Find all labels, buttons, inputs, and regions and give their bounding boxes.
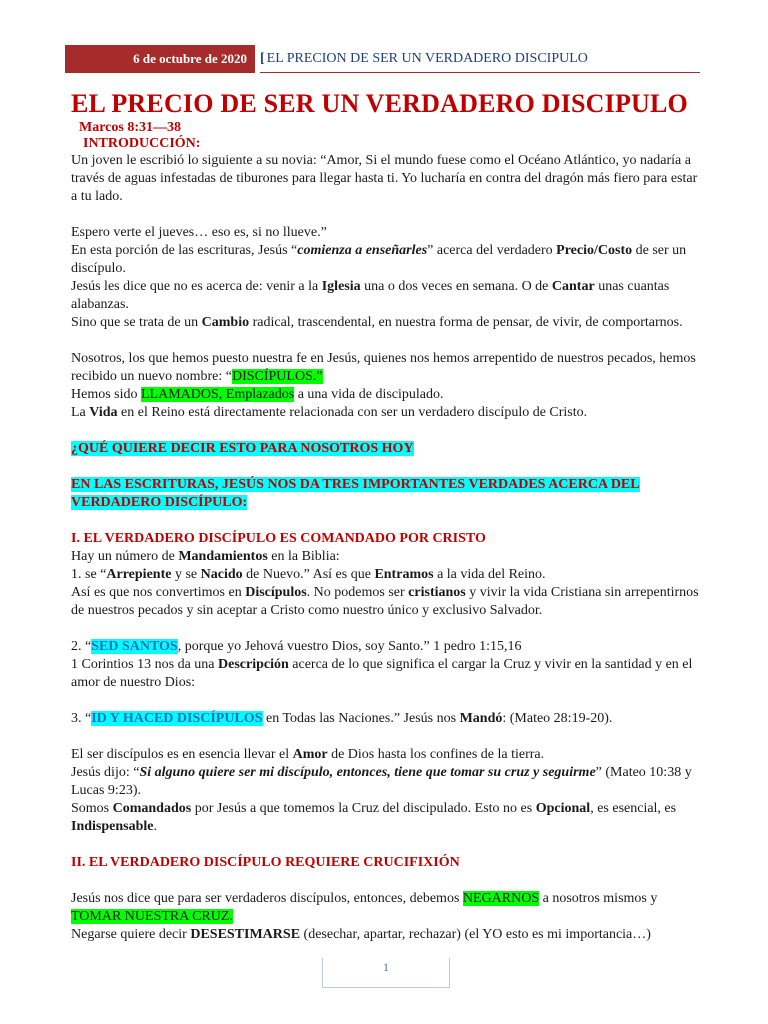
section-heading-1: I. EL VERDADERO DISCÍPULO ES COMANDADO POR CRISTO [71, 531, 486, 546]
header-bracket: [ [260, 50, 265, 66]
highlight: DISCÍPULOS.” [231, 369, 323, 384]
question-heading: ¿QUÉ QUIERE DECIR ESTO PARA NOSOTROS HOY [71, 441, 414, 456]
document-title: EL PRECIO DE SER UN VERDADERO DISCIPULO [71, 89, 688, 118]
three-truths-heading: EN LAS ESCRITURAS, JESÚS NOS DA TRES IMPORTANTES VERDADES ACERCA DEL VERDADERO DISCÍPULO: [71, 477, 640, 510]
highlight: ID Y HACED DISCÍPULOS [91, 711, 263, 726]
highlight: SED SANTOS [91, 639, 178, 654]
intro-heading: INTRODUCCIÓN: [83, 136, 201, 151]
paragraph: Negarse quiere decir DESESTIMARSE (desechar, apartar, rechazar) (el YO esto es mi importancia…) [71, 927, 651, 942]
document-body [71, 88, 701, 944]
paragraph: Jesús dijo: “Si alguno quiere ser mi discípulo, entonces, tiene que tomar su cruz y seguirme” (Mateo 10:38 y Lucas 9:23). [71, 765, 692, 798]
paragraph: Jesús les dice que no es acerca de: venir a la Iglesia una o dos veces en semana. O de Cantar unas cuantas alabanzas. [71, 279, 670, 312]
highlight: TOMAR NUESTRA CRUZ. [71, 909, 233, 924]
paragraph: Así es que nos convertimos en Discípulos. No podemos ser cristianos y vivir la vida Cristiana sin arrepentirnos de nuestros pecados y sin aceptar a Cristo como nuestro único y exclusivo Salvador. [71, 585, 699, 618]
scripture-reference: Marcos 8:31—38 [79, 120, 181, 135]
paragraph: 2. “SED SANTOS, porque yo Jehová vuestro Dios, soy Santo.” 1 pedro 1:15,16 [71, 639, 522, 654]
header-title-text: EL PRECION DE SER UN VERDADERO DISCIPULO [266, 50, 588, 66]
paragraph: Espero verte el jueves… eso es, si no llueve.” [71, 225, 327, 240]
paragraph: Somos Comandados por Jesús a que tomemos la Cruz del discipulado. Esto no es Opcional, es esencial, es Indispensable. [71, 801, 677, 834]
paragraph: En esta porción de las escrituras, Jesús “comienza a enseñarles” acerca del verdadero Precio/Costo de ser un discípulo. [71, 243, 687, 276]
paragraph: Un joven le escribió lo siguiente a su novia: “Amor, Si el mundo fuese como el Océano Atlántico, yo nadaría a través de aguas infestadas de tiburones para llegar hasta ti. Yo lucharía en contra del dragón más fiero para estar a tu lado. [71, 153, 698, 204]
paragraph: La Vida en el Reino está directamente relacionada con ser un verdadero discípulo de Cristo. [71, 405, 588, 420]
paragraph: 1. se “Arrepiente y se Nacido de Nuevo.” Así es que Entramos a la vida del Reino. [71, 567, 546, 582]
page-number: 1 [322, 958, 450, 988]
paragraph: Sino que se trata de un Cambio radical, trascendental, en nuestra forma de pensar, de vivir, de comportarnos. [71, 315, 683, 330]
paragraph: 3. “ID Y HACED DISCÍPULOS en Todas las Naciones.” Jesús nos Mandó: (Mateo 28:19-20). [71, 711, 613, 726]
highlight: NEGARNOS [462, 891, 540, 906]
header-title [260, 45, 700, 73]
highlight: LLAMADOS, Emplazados [141, 387, 295, 402]
paragraph: El ser discípulos es en esencia llevar el Amor de Dios hasta los confines de la tierra. [71, 747, 545, 762]
section-heading-2: II. EL VERDADERO DISCÍPULO REQUIERE CRUCIFIXIÓN [71, 855, 460, 870]
paragraph: Nosotros, los que hemos puesto nuestra fe en Jesús, quienes nos hemos arrepentido de nuestros pecados, hemos recibido un nuevo nombre: “DISCÍPULOS.” [71, 351, 696, 384]
header-date: 6 de octubre de 2020 [65, 45, 255, 73]
paragraph: 1 Corintios 13 nos da una Descripción acerca de lo que significa el cargar la Cruz y vivir en la santidad y en el amor de nuestro Dios: [71, 657, 693, 690]
paragraph: Jesús nos dice que para ser verdaderos discípulos, entonces, debemos NEGARNOS a nosotros mismos y TOMAR NUESTRA CRUZ. [71, 891, 658, 924]
paragraph: Hemos sido LLAMADOS, Emplazados a una vida de discipulado. [71, 387, 444, 402]
paragraph: Hay un número de Mandamientos en la Biblia: [71, 549, 340, 564]
